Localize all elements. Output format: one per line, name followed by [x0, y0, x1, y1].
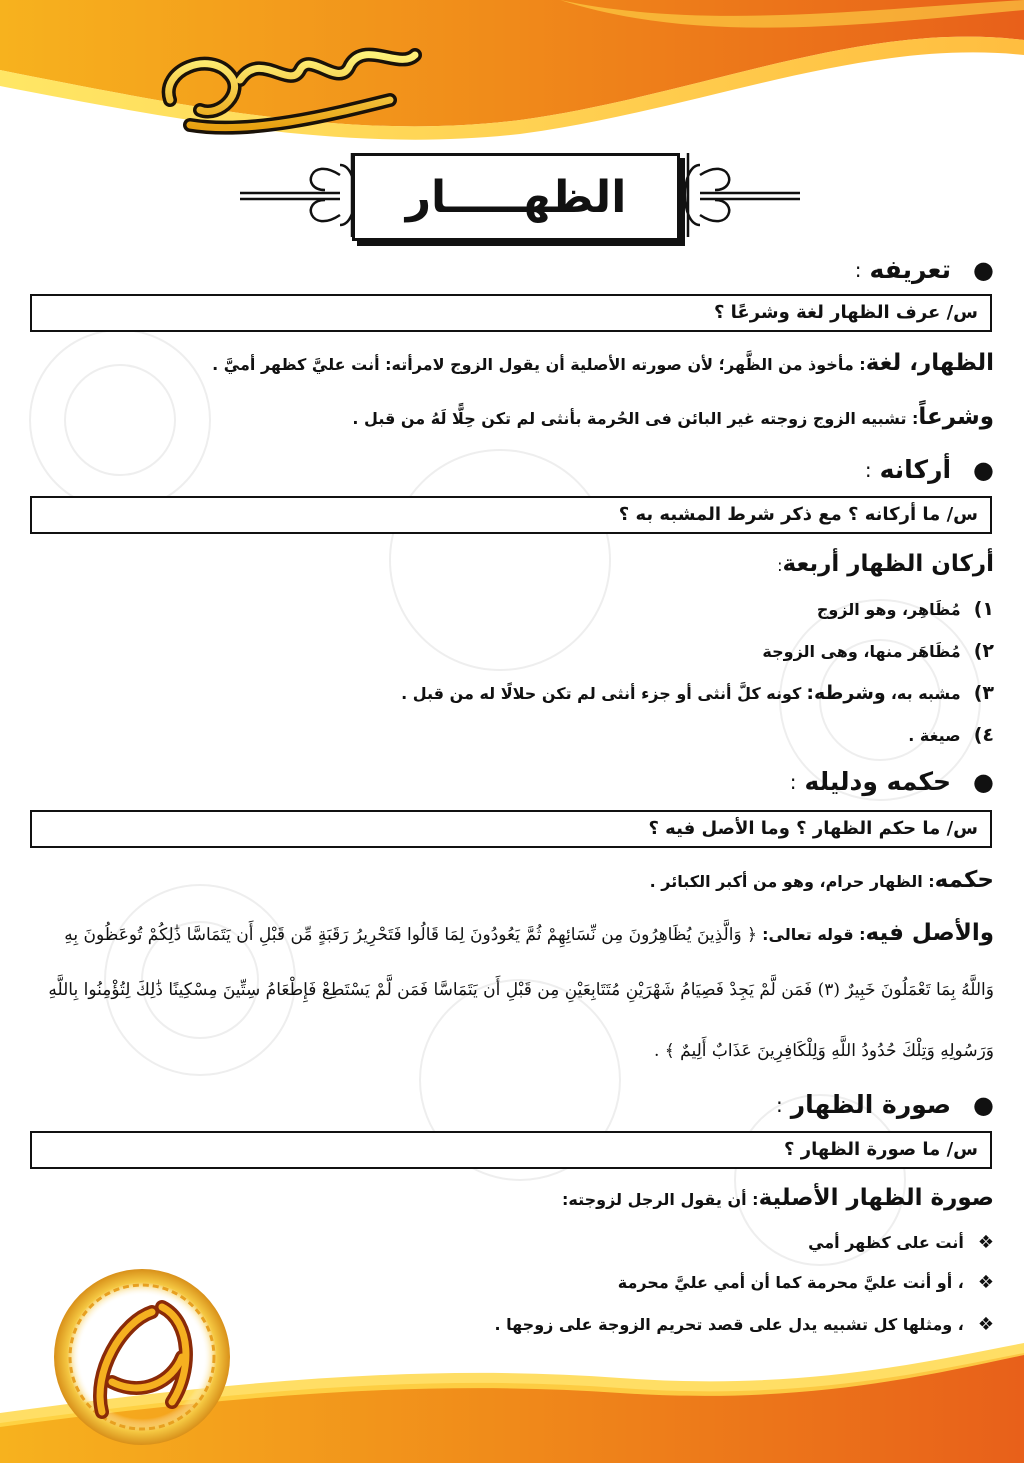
bullet-icon: ●: [973, 455, 994, 484]
body-text: : تشبيه الزوج زوجته غير البائن فى الحُرمة بأنثى لم تكن حِلًّا لَهُ من قبل .: [352, 409, 919, 428]
question-box: [30, 496, 992, 534]
lead-text: صورة الظهار الأصلية: [758, 1185, 994, 1211]
pillar-item: [30, 724, 994, 746]
item-number: ٣): [973, 682, 994, 704]
heading-colon: :: [854, 257, 862, 282]
ruling-hukm: [30, 867, 994, 893]
quran-verse-line: وَرَسُولِهِ وَتِلْكَ حُدُودُ اللَّهِ وَلِلْكَافِرِينَ عَذَابٌ أَلِيمٌ ﴾ .: [654, 1041, 994, 1061]
quran-verse-line: وَاللَّهُ بِمَا تَعْمَلُونَ خَبِيرٌ (٣) فَمَن لَّمْ يَجِدْ فَصِيَامُ شَهْرَيْنِ مُتَتَابِعَيْنِ مِن قَبْلِ أَن يَتَمَاسَّا فَمَن لَّمْ يَسْتَطِعْ فَإِطْعَامُ سِتِّينَ مِسْكِينًا ذَٰلِكَ لِتُؤْمِنُوا بِاللَّهِ: [48, 980, 994, 1000]
pillar-item: [30, 682, 994, 704]
pillars-lead: [30, 551, 994, 577]
item-text: مشبه به،: [890, 684, 961, 703]
section-form-heading: [30, 1090, 994, 1119]
heading-text: أركانه: [879, 455, 952, 484]
item-condition-text: كونه كلَّ أنثى أو جزء أنثى لم تكن حلالًا له من قبل .: [401, 684, 802, 703]
item-condition-label: وشرطه:: [806, 682, 886, 704]
heading-colon: :: [776, 1092, 783, 1117]
lead-text: الظهار، لغة: [865, 350, 994, 376]
item-number: ١): [973, 598, 994, 620]
page-title: الظهـــــار: [405, 171, 627, 223]
form-lead: [30, 1185, 994, 1211]
title-box: [352, 153, 680, 241]
lead-text: أركان الظهار أربعة: [782, 551, 994, 577]
definition-lugha: [30, 350, 994, 376]
body-text: : الظهار حرام، وهو من أكبر الكبائر .: [649, 872, 935, 891]
question-text: س/ ما أركانه ؟ مع ذكر شرط المشبه به ؟: [618, 504, 978, 525]
lead-colon: :: [777, 556, 783, 575]
heading-colon: :: [789, 769, 797, 794]
author-logo-text: صهيب محمد: [290, 100, 296, 101]
diamond-bullet-icon: ❖: [977, 1314, 994, 1335]
heading-text: صورة الظهار: [790, 1090, 952, 1119]
lead-text: وشرعاً: [918, 404, 994, 430]
body-text: : مأخوذ من الظَّهر؛ لأن صورته الأصلية أن يقول الزوج لامرأته: أنت عليَّ كظهر أميَّ .: [212, 355, 866, 374]
form-item: [30, 1232, 994, 1253]
series-logo: [42, 1262, 242, 1452]
question-text: س/ عرف الظهار لغة وشرعًا ؟: [713, 302, 978, 323]
bullet-icon: ●: [973, 767, 994, 796]
item-text: ، ومثلها كل تشبيه يدل على قصد تحريم الزوجة على زوجها .: [494, 1315, 964, 1334]
lead-text: حكمه: [934, 867, 994, 893]
diamond-bullet-icon: ❖: [977, 1272, 994, 1293]
heading-text: حكمه ودليله: [804, 767, 952, 796]
question-box: [30, 1131, 992, 1169]
heading-text: تعريفه: [869, 255, 952, 284]
quran-verse-line: ﴿ وَالَّذِينَ يُظَاهِرُونَ مِن نِّسَائِهِمْ ثُمَّ يَعُودُونَ لِمَا قَالُوا فَتَحْرِيرُ رَقَبَةٍ مِّن قَبْلِ أَن يَتَمَاسَّا ذَٰلِكُمْ تُوعَظُونَ بِهِ: [64, 925, 758, 945]
section-definition-heading: [30, 255, 994, 284]
author-logo: [150, 30, 430, 140]
quran-verse: [30, 1040, 994, 1061]
body-text: : أن يقول الرجل لزوجته:: [561, 1190, 759, 1209]
series-logo-text: سلسلة الفاتح: [142, 1357, 148, 1358]
question-text: س/ ما حكم الظهار ؟ وما الأصل فيه ؟: [648, 818, 978, 839]
item-text: ، أو أنت عليَّ محرمة كما أن أمي عليَّ محرمة: [617, 1273, 964, 1292]
question-box: [30, 294, 992, 332]
question-text: س/ ما صورة الظهار ؟: [784, 1139, 978, 1160]
item-text: أنت على كظهر أمي: [808, 1233, 964, 1252]
lead-text: والأصل فيه: [865, 920, 994, 946]
item-number: ٤): [973, 724, 994, 746]
diamond-bullet-icon: ❖: [977, 1232, 994, 1253]
section-pillars-heading: [30, 455, 994, 484]
item-text: مُظَاهَر منها، وهى الزوجة: [762, 642, 961, 661]
bullet-icon: ●: [973, 1090, 994, 1119]
heading-colon: :: [864, 457, 872, 482]
question-box: [30, 810, 992, 848]
ruling-asl: [30, 920, 994, 946]
body-text: : قوله تعالى:: [762, 925, 866, 944]
pillar-item: [30, 598, 994, 620]
bullet-icon: ●: [973, 255, 994, 284]
section-ruling-heading: [30, 767, 994, 796]
pillar-item: [30, 640, 994, 662]
definition-shar: [30, 404, 994, 430]
item-number: ٢): [973, 640, 994, 662]
item-text: مُظَاهِر، وهو الزوج: [816, 600, 961, 619]
item-text: صيغة .: [908, 726, 961, 745]
quran-verse: [30, 980, 994, 1000]
